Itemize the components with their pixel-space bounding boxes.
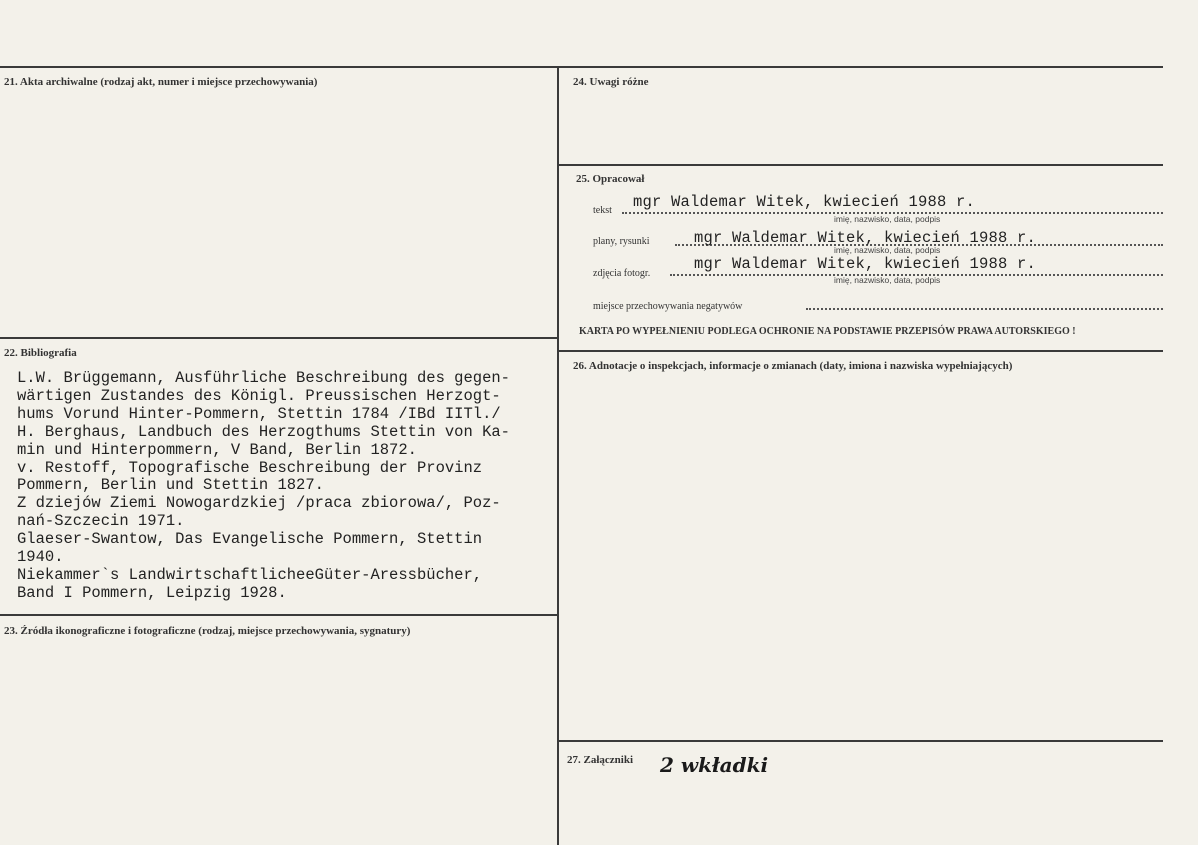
- top-border-line: [0, 66, 1163, 68]
- bibliography-line: Z dziejów Ziemi Nowogardzkiej /praca zbiorowa/, Poz-: [17, 494, 501, 513]
- tekst-caption: imię, nazwisko, data, podpis: [834, 214, 941, 224]
- negatywy-label: miejsce przechowywania negatywów: [593, 301, 743, 312]
- copyright-warning: KARTA PO WYPEŁNIENIU PODLEGA OCHRONIE NA PODSTAWIE PRZEPISÓW PRAWA AUTORSKIEGO !: [579, 326, 1076, 337]
- negatywy-dotted-line: [806, 308, 1163, 310]
- plany-caption: imię, nazwisko, data, podpis: [834, 245, 941, 255]
- bibliography-line: Glaeser-Swantow, Das Evangelische Pommern, Stettin: [17, 530, 483, 549]
- field-21-label: 21. Akta archiwalne (rodzaj akt, numer i miejsce przechowywania): [4, 76, 318, 88]
- plany-label: plany, rysunki: [593, 236, 650, 247]
- field-22-label: 22. Bibliografia: [4, 347, 77, 359]
- bibliography-line: Niekammer`s LandwirtschaftlicheeGüter-Aressbücher,: [17, 565, 483, 584]
- bibliography-line: min und Hinterpommern, V Band, Berlin 1872.: [17, 440, 417, 459]
- divider-24-25: [557, 164, 1163, 166]
- field-23-label: 23. Źródła ikonograficzne i fotograficzne (rodzaj, miejsce przechowywania, sygnatury): [4, 625, 411, 637]
- bibliography-line: H. Berghaus, Landbuch des Herzogthums Stettin von Ka-: [17, 422, 510, 441]
- bibliography-line: Pommern, Berlin und Stettin 1827.: [17, 476, 324, 495]
- field-25-label: 25. Opracował: [576, 173, 645, 185]
- plany-value: mgr Waldemar Witek, kwiecień 1988 r.: [694, 229, 1037, 247]
- tekst-value: mgr Waldemar Witek, kwiecień 1988 r.: [633, 193, 976, 211]
- bibliography-line: L.W. Brüggemann, Ausführliche Beschreibung des gegen-: [17, 369, 510, 387]
- bibliography-line: 1940.: [17, 548, 64, 567]
- center-divider: [557, 66, 559, 845]
- bibliography-line: wärtigen Zustandes des Königl. Preussischen Herzogt-: [17, 386, 501, 405]
- field-27-label: 27. Załączniki: [567, 754, 634, 766]
- divider-22-23: [0, 614, 559, 616]
- zdjecia-label: zdjęcia fotogr.: [593, 268, 651, 279]
- zdjecia-caption: imię, nazwisko, data, podpis: [834, 275, 941, 285]
- bibliography-line: nań-Szczecin 1971.: [17, 512, 185, 531]
- bibliography-line: Band I Pommern, Leipzig 1928.: [17, 583, 287, 602]
- divider-21-22: [0, 337, 559, 339]
- divider-25-26: [557, 350, 1163, 352]
- divider-26-27: [557, 740, 1163, 742]
- bibliography-line: v. Restoff, Topografische Beschreibung der Provinz: [17, 458, 483, 477]
- tekst-label: tekst: [593, 205, 612, 216]
- attachments-handwritten-value: 2 wkładki: [660, 753, 769, 777]
- bibliography-line: hums Vorund Hinter-Pommern, Stettin 1784 /IBd IITl./: [17, 404, 501, 423]
- bibliography-text: [17, 370, 557, 603]
- field-26-label: 26. Adnotacje o inspekcjach, informacje o zmianach (daty, imiona i nazwiska wypełniających): [573, 360, 1013, 372]
- field-24-label: 24. Uwagi różne: [573, 76, 649, 88]
- zdjecia-value: mgr Waldemar Witek, kwiecień 1988 r.: [694, 255, 1037, 273]
